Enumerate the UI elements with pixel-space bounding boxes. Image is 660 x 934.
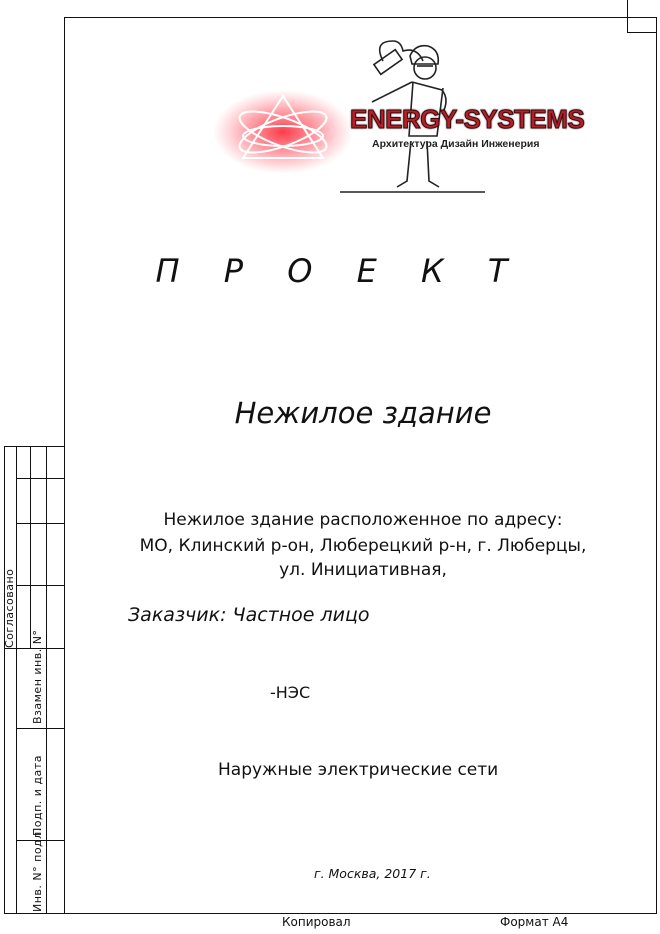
logo-glow bbox=[213, 90, 353, 174]
corner-stamp-box bbox=[627, 0, 657, 33]
brand-tagline: Архитектура Дизайн Инженерия bbox=[372, 138, 540, 150]
address-line: Нежилое здание расположенное по адресу: bbox=[163, 510, 563, 530]
inv-original-label: Инв. N° подл. bbox=[31, 827, 44, 912]
replaced-inv-label: Взамен инв. N° bbox=[31, 629, 44, 724]
agreed-label: Согласовано bbox=[3, 568, 16, 648]
address-line: МО, Клинский р-он, Люберецкий р-н, г. Люберцы, bbox=[139, 536, 587, 556]
side-row-line bbox=[16, 585, 64, 586]
sign-date-label: Подп. и дата bbox=[31, 755, 44, 836]
brand-name: ENERGY-SYSTEMS bbox=[350, 104, 585, 134]
footer-format: Формат А4 bbox=[500, 915, 569, 929]
client-line: Заказчик: Частное лицо bbox=[128, 604, 370, 626]
document-code: -НЭС bbox=[270, 683, 311, 702]
footer-copied: Копировал bbox=[282, 915, 351, 929]
side-row-line bbox=[16, 478, 64, 479]
project-title: П Р О Е К Т bbox=[155, 252, 525, 290]
address-line: ул. Инициативная, bbox=[279, 560, 447, 580]
side-row-line bbox=[16, 728, 64, 729]
section-name: Наружные электрические сети bbox=[218, 760, 499, 780]
city-year: г. Москва, 2017 г. bbox=[314, 866, 431, 881]
building-name: Нежилое здание bbox=[234, 396, 492, 430]
